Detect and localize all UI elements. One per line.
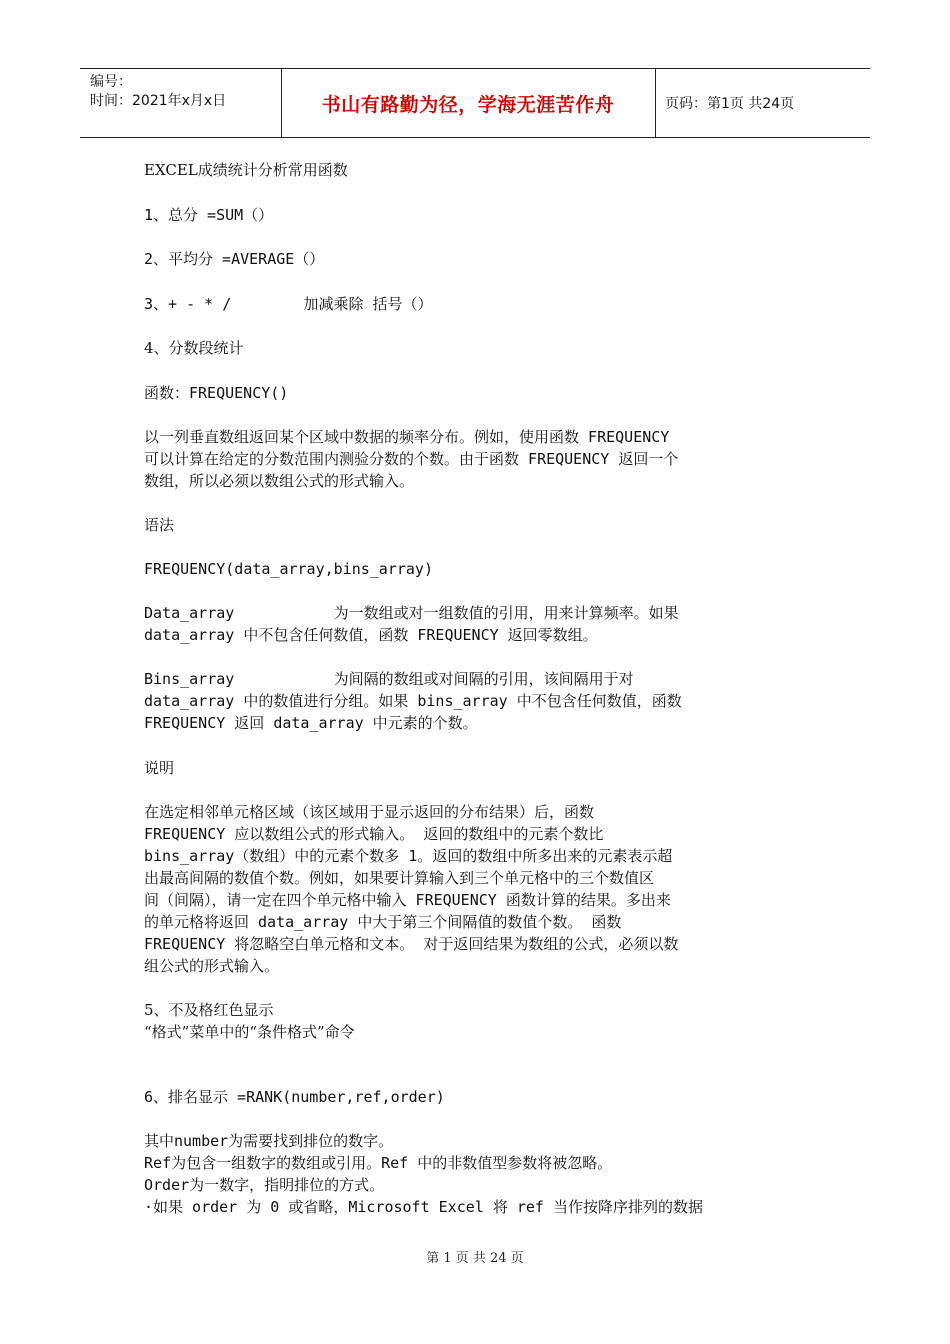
syntax: FREQUENCY(data_array,bins_array) (144, 560, 433, 578)
rank-line: Ref为包含一组数字的数组或引用。Ref 中的非数值型参数将被忽略。 (144, 1154, 613, 1172)
header-divider (655, 69, 656, 137)
item-operators: 3、+ - * / 加减乘除 括号（） (144, 295, 433, 313)
bins-array-line: FREQUENCY 返回 data_array 中元素的个数。 (144, 714, 478, 732)
item-fail-red-sub: “格式”菜单中的“条件格式”命令 (144, 1023, 355, 1041)
notes-line: FREQUENCY 应以数组公式的形式输入。 返回的数组中的元素个数比 (144, 825, 604, 843)
page-header (80, 68, 870, 138)
notes-line: bins_array（数组）中的元素个数多 1。返回的数组中所多出来的元素表示超 (144, 847, 673, 865)
time-label: 时间：2021年x月x日 (90, 93, 227, 109)
bins-array-line: Bins_array 为间隔的数组或对间隔的引用，该间隔用于对 (144, 670, 634, 688)
notes-line: 的单元格将返回 data_array 中大于第三个间隔值的数值个数。 函数 (144, 913, 622, 931)
number-label: 编号： (90, 74, 132, 90)
notes-line: FREQUENCY 将忽略空白单元格和文本。 对于返回结果为数组的公式，必须以数 (144, 935, 679, 953)
item-fail-red: 5、不及格红色显示 (144, 1001, 274, 1019)
syntax-heading: 语法 (144, 516, 175, 534)
doc-title: EXCEL成绩统计分析常用函数 (144, 161, 348, 179)
rank-line: Order为一数字，指明排位的方式。 (144, 1176, 385, 1194)
bins-array-line: data_array 中的数值进行分组。如果 bins_array 中不包含任何数值，函数 (144, 692, 682, 710)
notes-line: 间（间隔），请一定在四个单元格中输入 FREQUENCY 函数计算的结果。多出来 (144, 891, 671, 909)
item-average: 2、平均分 =AVERAGE（） (144, 250, 325, 268)
motto: 书山有路勤为径，学海无涯苦作舟 (321, 93, 615, 116)
data-array-line: Data_array 为一数组或对一组数值的引用，用来计算频率。如果 (144, 604, 679, 622)
header-left (90, 73, 226, 111)
rank-line: ·如果 order 为 0 或省略，Microsoft Excel 将 ref 当作按降序排列的数据 (144, 1198, 703, 1216)
notes-line: 组公式的形式输入。 (144, 957, 280, 975)
data-array-line: data_array 中不包含任何数值，函数 FREQUENCY 返回零数组。 (144, 626, 598, 644)
page-footer: 第 1 页 共 24 页 (426, 1251, 524, 1266)
item-rank: 6、排名显示 =RANK(number,ref,order) (144, 1088, 445, 1106)
rank-line: 其中number为需要找到排位的数字。 (144, 1132, 394, 1150)
desc-line: 以一列垂直数组返回某个区域中数据的频率分布。例如，使用函数 FREQUENCY (144, 428, 670, 446)
item-total: 1、总分 =SUM（） (144, 206, 274, 224)
notes-line: 在选定相邻单元格区域（该区域用于显示返回的分布结果）后，函数 (144, 803, 595, 821)
desc-line: 数组，所以必须以数组公式的形式输入。 (144, 472, 415, 490)
page-info: 页码：第1页 共24页 (665, 96, 795, 112)
item-score-range: 4、分数段统计 (144, 339, 244, 357)
notes-line: 出最高间隔的数值个数。例如，如果要计算输入到三个单元格中的三个数值区 (144, 869, 655, 887)
desc-line: 可以计算在给定的分数范围内测验分数的个数。由于函数 FREQUENCY 返回一个 (144, 450, 679, 468)
function-name: 函数：FREQUENCY() (144, 384, 289, 402)
notes-heading: 说明 (144, 759, 175, 777)
